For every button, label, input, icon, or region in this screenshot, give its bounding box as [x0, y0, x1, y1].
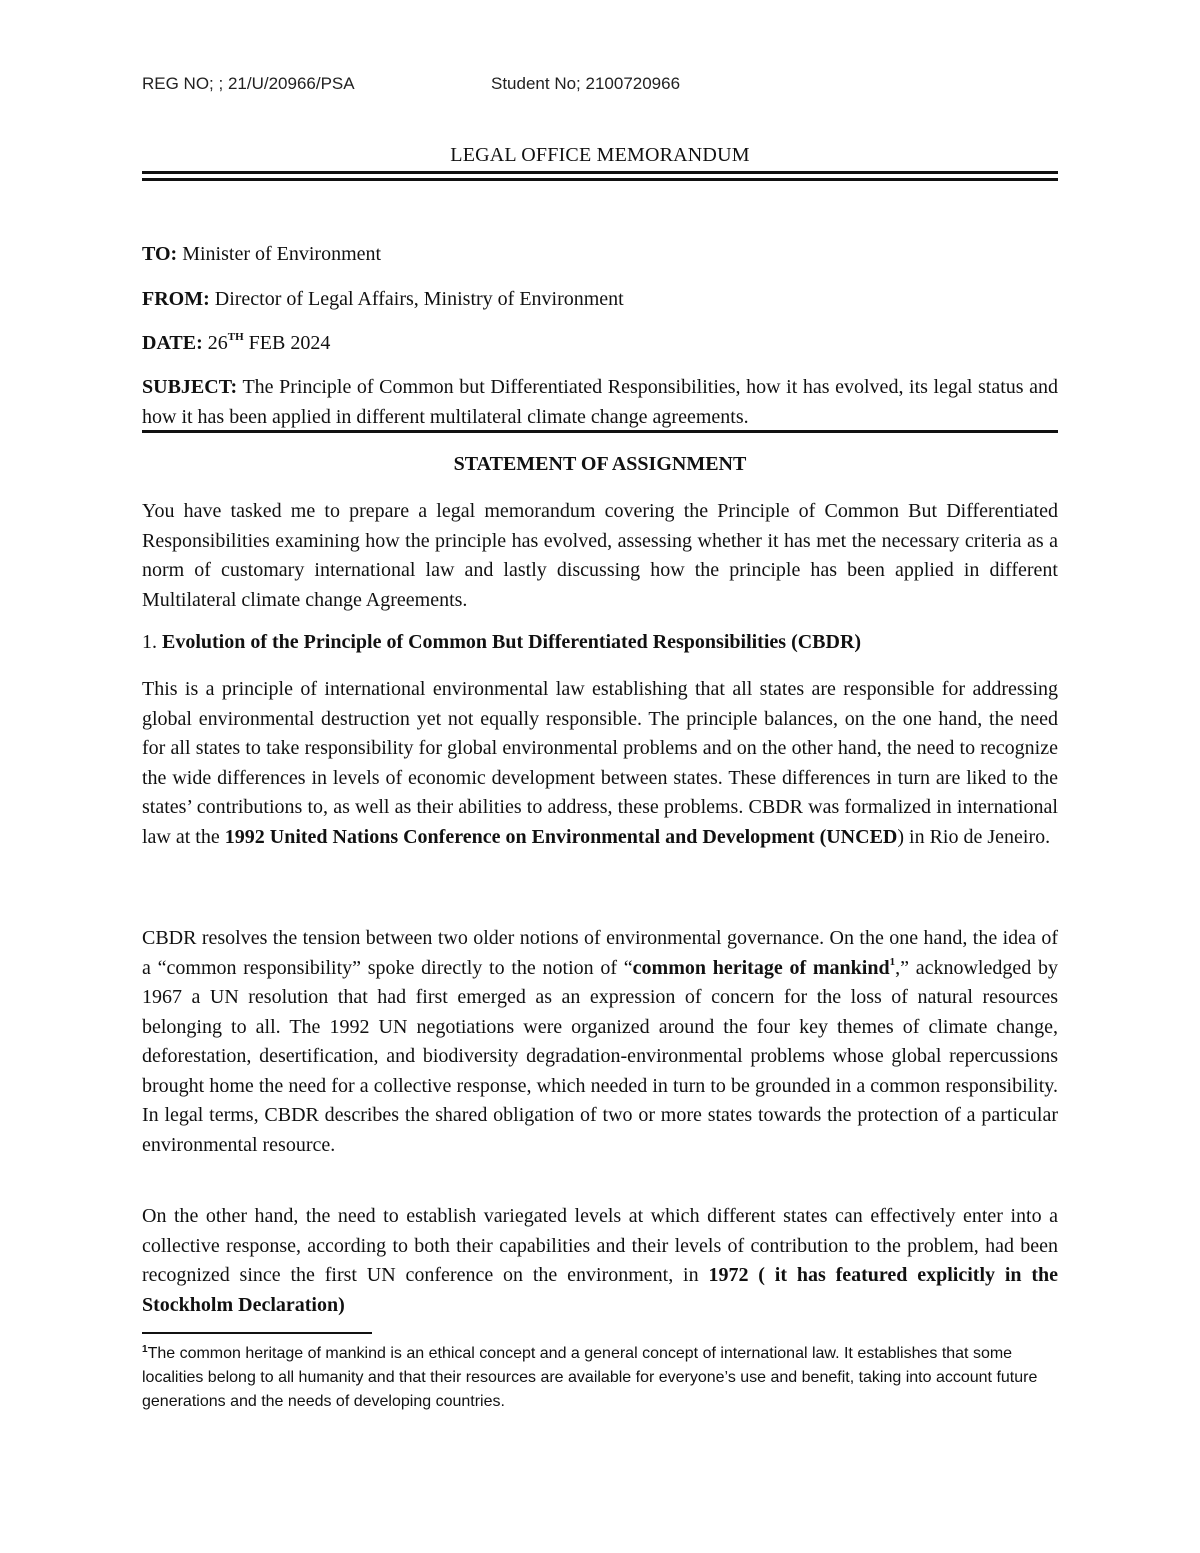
paragraph-2-start: CBDR resolves the tension between two older notions of environmental governance. On the one hand, the idea of a “common responsibility” spoke directly to the notion of “ — [142, 927, 1058, 979]
section-title-text: Evolution of the Principle of Common But Differentiated Responsibilities (CBDR) — [162, 631, 862, 653]
student-number: Student No; 2100720966 — [491, 74, 681, 93]
footnote-reference[interactable]: 1 — [889, 955, 896, 968]
paragraph-3-start: On the other hand, the need to establish variegated levels at which different states can effectively enter into a collective response, according to both their capabilities and their levels of contribution to the problem, had been recognized since the first UN conference on the environment, in — [142, 1205, 1058, 1286]
stockholm-reference: 1972 ( it has featured explicitly in the Stockholm Declaration) — [142, 1264, 1059, 1316]
subject-field — [142, 372, 1058, 432]
section-number: 1. — [142, 631, 157, 653]
paragraph-1-end: ) in Rio de Jeneiro. — [897, 825, 1051, 848]
date-field — [142, 328, 1058, 358]
to-value: Minister of Environment — [182, 243, 382, 265]
from-value: Director of Legal Affairs, Ministry of Environment — [214, 288, 624, 310]
title-double-rule — [142, 171, 1058, 181]
common-heritage-term: common heritage of mankind — [632, 956, 890, 979]
to-field — [142, 239, 1058, 269]
date-label: DATE: — [142, 332, 203, 354]
paragraph-2-rest: ,” acknowledged by 1967 a UN resolution that had first emerged as an expression of concern for the loss of natural resources belonging to all. The 1992 UN negotiations were organized around the four key themes of climate change, deforestation, desertification, and biodiversity degradation-environmental problems whose global repercussions brought home the need for a collective response, which needed in turn to be grounded in a common responsibility. In legal terms, CBDR describes the shared obligation of two or more states towards the protection of a particular environmental resource. — [142, 956, 1058, 1156]
paragraph-1-text: This is a principle of international environmental law establishing that all states are responsible for addressing global environmental destruction yet not equally responsible. The principle balances, on the one hand, the need for all states to take responsibility for global environmental problems and on the other hand, the need to recognize the wide differences in levels of economic development between states. These differences in turn are liked to the states’ contributions to, as well as their abilities to address, these problems. CBDR was formalized in international law at the — [142, 678, 1058, 848]
statement-heading: STATEMENT OF ASSIGNMENT — [453, 453, 747, 475]
to-label: TO: — [142, 243, 178, 265]
unced-reference: 1992 United Nations Conference on Environmental and Development (UNCED — [224, 825, 898, 848]
footnote — [142, 1342, 1058, 1414]
subject-value: The Principle of Common but Differentiated Responsibilities, how it has evolved, its legal status and how it has been applied in different multilateral climate change agreements. — [142, 376, 1058, 428]
paragraph-1 — [142, 675, 1058, 852]
subject-underline — [142, 430, 1058, 433]
subject-label: SUBJECT: — [142, 376, 238, 398]
paragraph-2 — [142, 924, 1058, 1160]
date-rest: FEB 2024 — [248, 332, 331, 354]
date-day: 26 — [207, 332, 228, 354]
registration-number: REG NO; ; 21/U/20966/PSA — [142, 74, 355, 93]
from-field — [142, 284, 1058, 314]
statement-paragraph: You have tasked me to prepare a legal memorandum covering the Principle of Common But Differentiated Responsibilities examining how the principle has evolved, assessing whether it has met the necessary criteria as a norm of customary international law and lastly discussing how the principle has been applied in different Multilateral climate change Agreements. — [142, 500, 1058, 611]
footnote-separator — [142, 1332, 372, 1334]
paragraph-3 — [142, 1202, 1058, 1320]
date-suffix: TH — [227, 331, 244, 343]
memo-title: LEGAL OFFICE MEMORANDUM — [450, 144, 750, 166]
footnote-text: The common heritage of mankind is an ethical concept and a general concept of international law. It establishes that some localities belong to all humanity and that their resources are available for everyone’s use and benefit, taking into account future generations and the needs of developing countries. — [142, 1345, 1038, 1410]
from-label: FROM: — [142, 288, 210, 310]
section-1-title — [142, 631, 1058, 654]
footnote-marker: 1 — [142, 1344, 148, 1355]
